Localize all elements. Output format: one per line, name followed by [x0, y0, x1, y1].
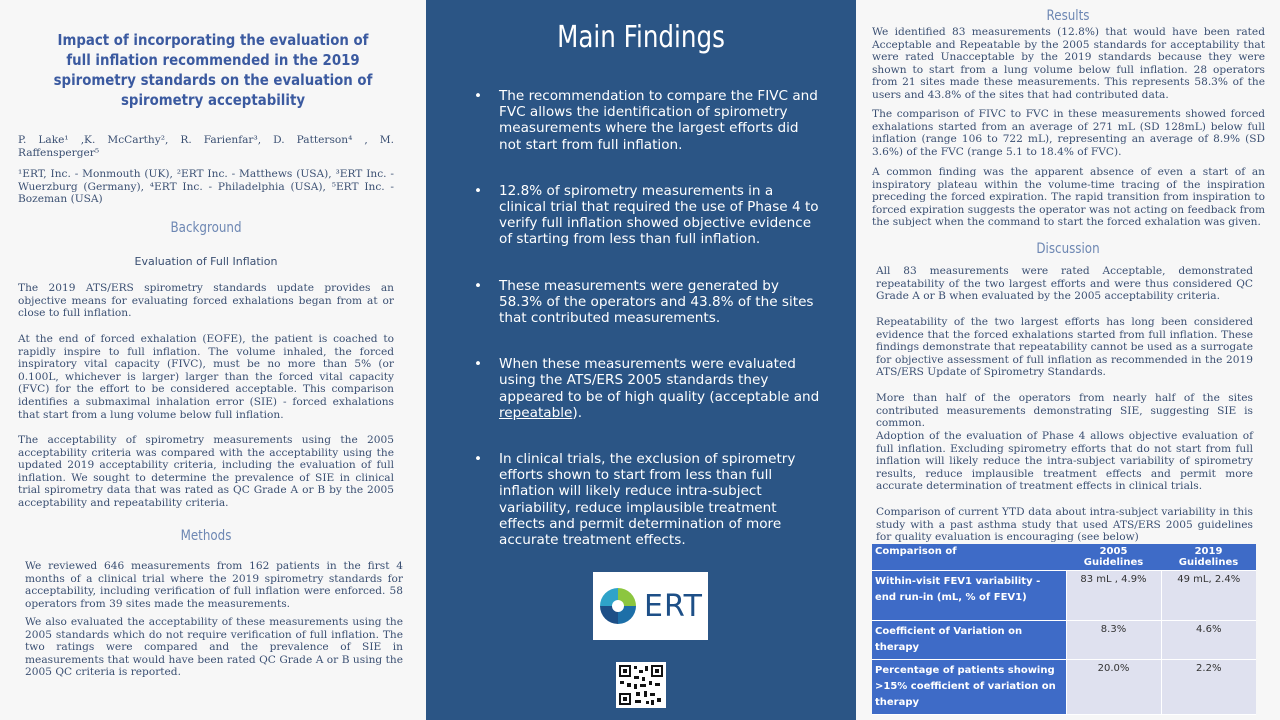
discussion-p5: Comparison of current YTD data about intra-subject variability in this study with a past asthma study that used ATS/ERS 2005 guidelines for quality evaluation is encouraging (see below)	[876, 506, 1253, 544]
poster-title: Impact of incorporating the evaluation of full inflation recommended in the 2019 spirometry standards on the evaluation of spirometry acceptability	[53, 31, 373, 109]
underlined-word: repeatable	[499, 404, 573, 421]
discussion-p3: More than half of the operators from nearly half of the sites contributed measurements demonstrating SIE, suggesting SIE is common.	[876, 392, 1253, 430]
background-p3: The acceptability of spirometry measurements using the 2005 acceptability criteria was compared with the acceptability using the updated 2019 acceptability criteria, including the evaluation of full inflation. We sought to determine the prevalence of SIE in clinical trial spirometry data that was rated as QC Grade A or B by the 2005 acceptability and repeatability criteria.	[18, 434, 394, 509]
table-header-row	[872, 544, 1256, 571]
background-subheading: Evaluation of Full Inflation	[134, 255, 278, 268]
results-heading: Results	[1046, 8, 1090, 24]
logo-text: ERT	[644, 588, 703, 624]
results-p1: We identified 83 measurements (12.8%) that would have been rated Acceptable and Repeatable by the 2005 standards for acceptability that were rated Unacceptable by the 2019 standards because they were shown to start from a lung volume below full inflation. 28 operators from 21 sites made these measurements. This represents 58.3% of the users and 43.8% of the sites that had contributed data.	[872, 26, 1265, 101]
finding-item: • These measurements were generated by 58.3% of the operators and 43.8% of the sites that contributed measurements.	[474, 277, 814, 327]
table-header: 2005 Guidelines	[1066, 544, 1161, 571]
methods-heading: Methods	[180, 528, 232, 544]
table-header: 2019 Guidelines	[1161, 544, 1256, 571]
methods-p1: We reviewed 646 measurements from 162 patients in the first 4 months of a clinical trial where the 2019 spirometry standards for acceptability, including verification of full inflation were enforced. 58 operators from 39 sites made the measurements.	[25, 560, 403, 610]
ert-logo-icon	[598, 586, 638, 626]
table-cell: 83 mL , 4.9%	[1066, 571, 1161, 621]
discussion-p4: Adoption of the evaluation of Phase 4 allows objective evaluation of full inflation. Excluding spirometry efforts that do not start from full inflation will likely reduce the intra-subject variability of spirometry results, reduce implausible treatment effects and permit more accurate determination of treatment effects in clinical trials.	[876, 430, 1253, 493]
table-cell: 4.6%	[1161, 621, 1256, 660]
table-row-label: Percentage of patients showing >15% coefficient of variation on therapy	[872, 660, 1066, 715]
background-p2: At the end of forced exhalation (EOFE), the patient is coached to rapidly inspire to full inflation. The volume inhaled, the forced inspiratory vital capacity (FIVC), must be no more than 5% (or 0.100L, whichever is larger) larger than the forced vital capacity (FVC) for the effort to be considered acceptable. This comparison identifies a submaximal inhalation error (SIE) - forced exhalations that start from a lung volume below full inflation.	[18, 333, 394, 421]
authors-text: P. Lake¹ ,K. McCarthy², R. Farienfar³, D. Patterson⁴ , M. Raffensperger⁵	[18, 134, 394, 159]
main-findings-panel	[426, 0, 856, 720]
findings-list	[474, 88, 822, 578]
table-header: Comparison of	[872, 544, 1066, 571]
table-cell: 2.2%	[1161, 660, 1256, 715]
left-column	[0, 0, 426, 720]
authors	[18, 134, 394, 159]
table-row-label: Within-visit FEV1 variability - end run-in (mL, % of FEV1)	[872, 571, 1066, 621]
table-row	[872, 660, 1256, 715]
finding-item: • 12.8% of spirometry measurements in a clinical trial that required the use of Phase 4 to verify full inflation showed objective evidence of starting from less than full inflation.	[474, 182, 819, 248]
table-row	[872, 571, 1256, 621]
results-p3: A common finding was the apparent absence of even a start of an inspiratory plateau within the volume-time tracing of the inspiration preceding the forced expiration. The rapid transition from inspiration to forced expiration suggests the operator was not acting on feedback from the subject when the command to start the forced exhalation was given.	[872, 166, 1265, 229]
finding-item: • When these measurements were evaluated using the ATS/ERS 2005 standards they appeared to be of high quality (acceptable and repeatable).	[474, 356, 820, 421]
table-row-label: Coefficient of Variation on therapy	[872, 621, 1066, 660]
methods-p2: We also evaluated the acceptability of these measurements using the 2005 standards which do not require verification of full inflation. The two ratings were compared and the prevalence of SIE in measurements that would have been rated QC Grade A or B using the 2005 QC criteria is reported.	[25, 616, 403, 679]
qr-code-icon[interactable]	[616, 662, 666, 708]
comparison-table	[872, 544, 1256, 715]
table-cell: 20.0%	[1066, 660, 1161, 715]
ert-logo	[593, 572, 708, 640]
discussion-heading: Discussion	[1036, 241, 1100, 257]
main-findings-heading: Main Findings	[557, 20, 725, 55]
discussion-p2: Repeatability of the two largest efforts has long been considered evidence that the forced exhalations started from full inflation. These findings demonstrate that repeatability cannot be used as a surrogate for objective assessment of full inflation as recommended in the 2019 ATS/ERS Update of Spirometry Standards.	[876, 316, 1253, 379]
results-p2: The comparison of FIVC to FVC in these measurements showed forced exhalations started from an average of 271 mL (SD 128mL) below full inflation (range 106 to 722 mL), representing an average of 8.9% (SD 3.6%) of the FVC (range 5.1 to 18.4% of FVC).	[872, 108, 1265, 158]
affiliations: ¹ERT, Inc. - Monmouth (UK), ²ERT Inc. - Matthews (USA), ³ERT Inc. - Wuerzburg (Germany), ⁴ERT Inc. - Philadelphia (USA), ⁵ERT Inc. - Bozeman (USA)	[18, 168, 394, 206]
finding-item: • The recommendation to compare the FIVC and FVC allows the identification of spirometry measurements where the largest efforts did not start from full inflation.	[474, 88, 818, 153]
table-row	[872, 621, 1256, 660]
discussion-p1: All 83 measurements were rated Acceptable, demonstrated repeatability of the two largest efforts and were thus considered QC Grade A or B when evaluated by the 2005 acceptability criteria.	[876, 265, 1253, 303]
finding-item: • In clinical trials, the exclusion of spirometry efforts shown to start from less than full inflation will likely reduce intra-subject variability, reduce implausible treatment effects and permit determination of more accurate treatment effects.	[474, 451, 796, 549]
table-cell: 49 mL, 2.4%	[1161, 571, 1256, 621]
background-heading: Background	[170, 220, 242, 236]
table-cell: 8.3%	[1066, 621, 1161, 660]
background-p1: The 2019 ATS/ERS spirometry standards update provides an objective means for evaluating forced exhalations began from at or close to full inflation.	[18, 282, 394, 320]
